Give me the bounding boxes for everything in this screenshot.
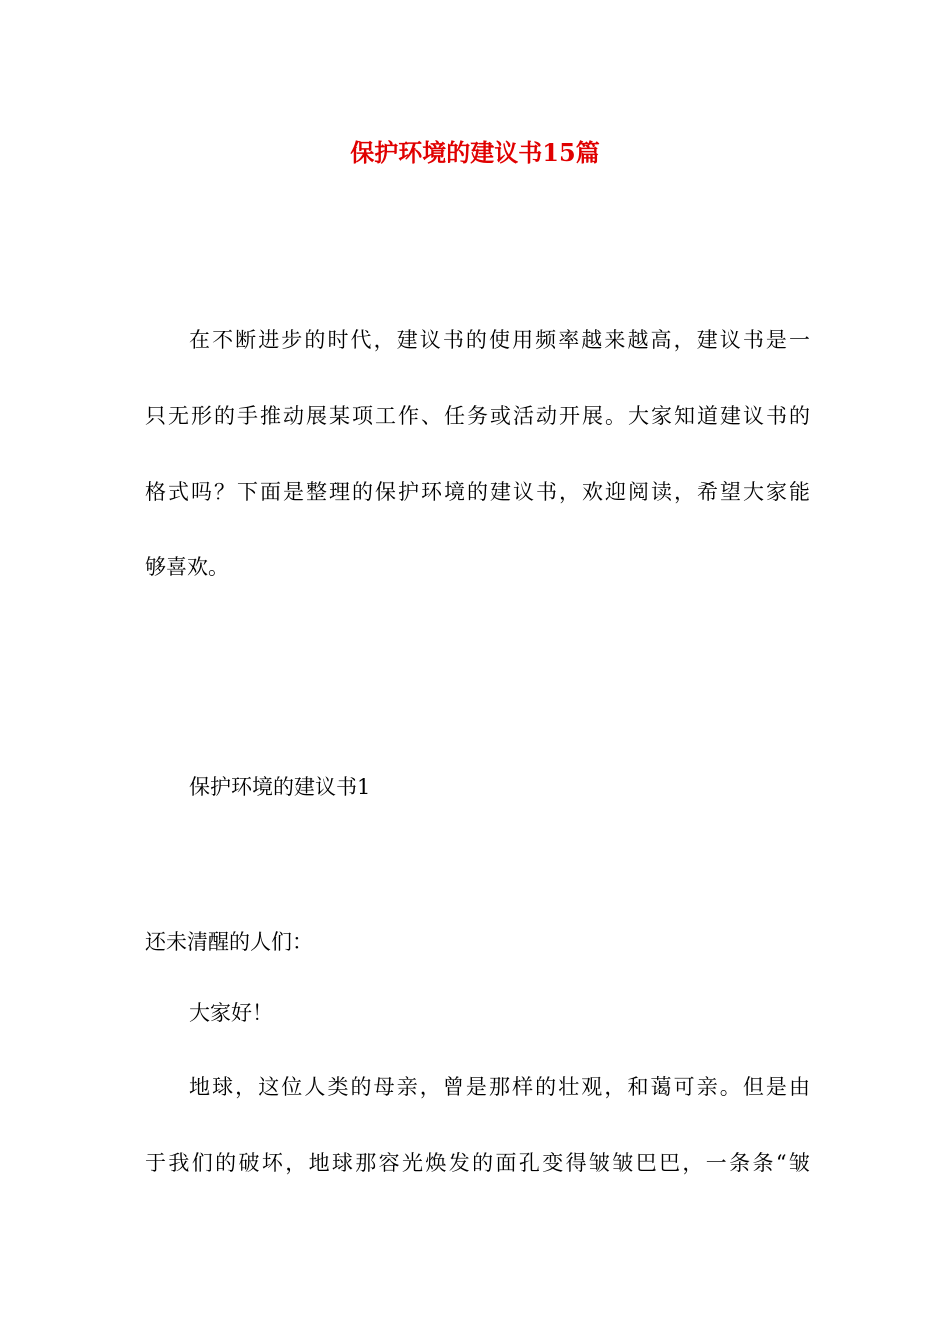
section-heading: 保护环境的建议书1: [189, 775, 371, 799]
intro-line-3: 格式吗？下面是整理的保护环境的建议书，欢迎阅读，希望大家能: [145, 480, 810, 504]
body-line-1: 地球，这位人类的母亲，曾是那样的壮观，和蔼可亲。但是由: [189, 1075, 810, 1099]
intro-line-1: 在不断进步的时代，建议书的使用频率越来越高，建议书是一: [189, 328, 810, 352]
body-line-2: 于我们的破坏，地球那容光焕发的面孔变得皱皱巴巴，一条条“皱: [145, 1151, 810, 1175]
document-title: 保护环境的建议书15篇: [350, 138, 600, 167]
intro-line-2: 只无形的手推动展某项工作、任务或活动开展。大家知道建议书的: [145, 404, 810, 428]
intro-line-4: 够喜欢。: [145, 555, 229, 579]
salutation: 还未清醒的人们：: [145, 930, 313, 954]
greeting: 大家好！: [189, 1001, 273, 1025]
